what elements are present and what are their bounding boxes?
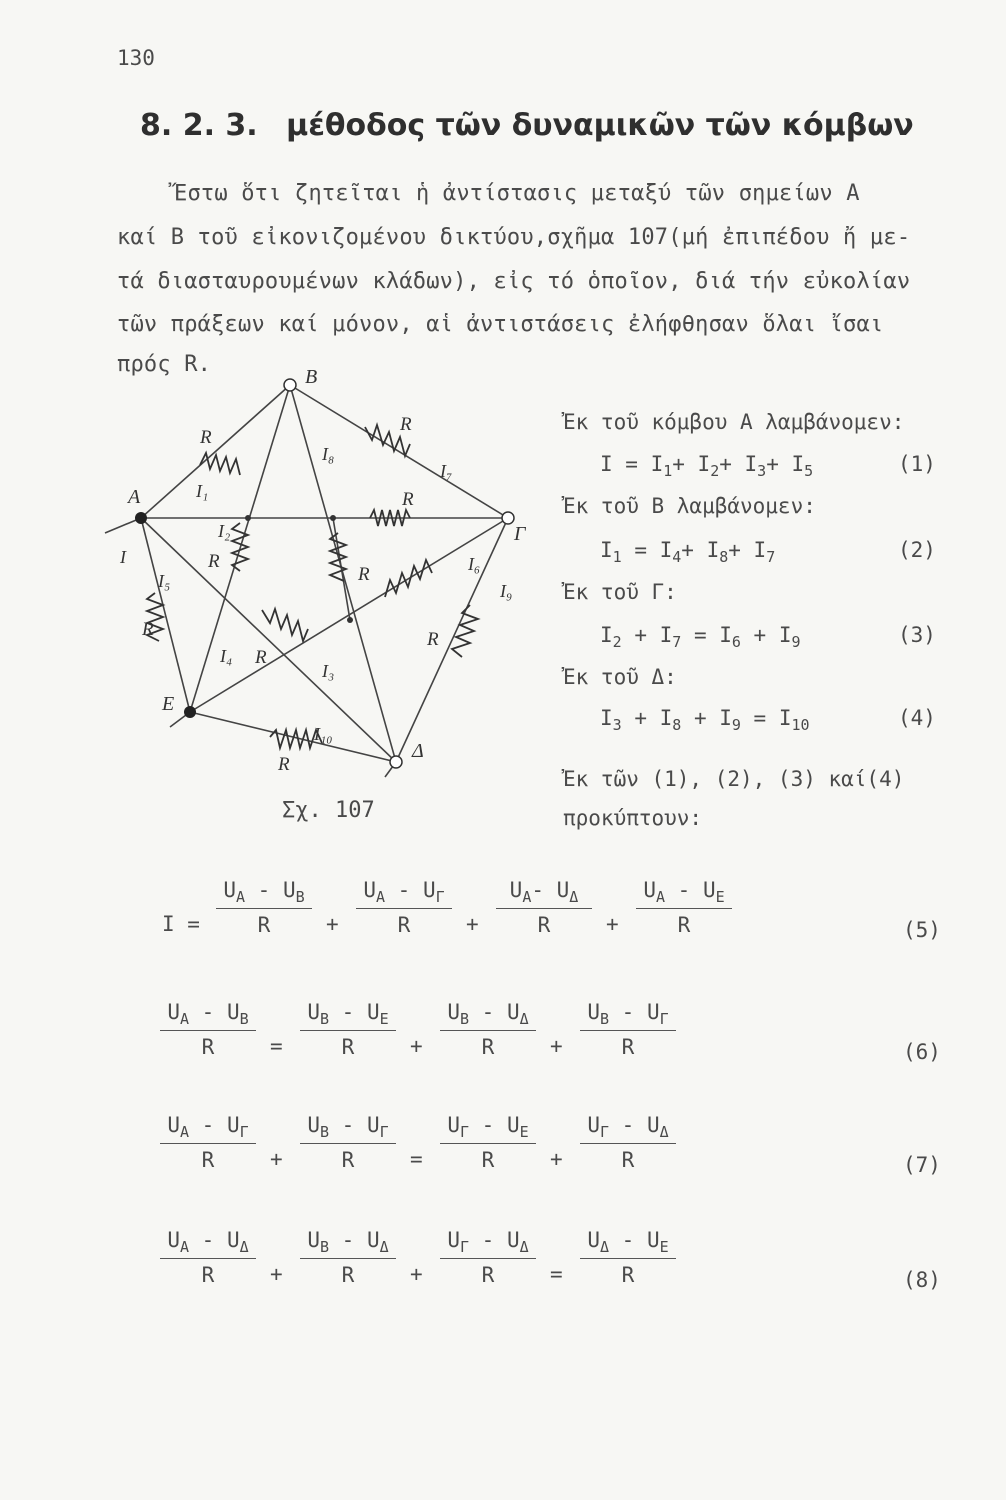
r-label-GD: R xyxy=(427,629,439,650)
intro-line-3: τά διασταυρουμένων κλάδων), εἰς τό ὁποῖον, διά τήν εὐκολίαν xyxy=(117,269,911,294)
equation-fraction xyxy=(578,1113,678,1172)
equation-operator: = xyxy=(550,1262,563,1286)
equation-fraction xyxy=(578,1000,678,1059)
node-eq-1-number: (1) xyxy=(898,452,936,476)
r-label-AD: R xyxy=(255,647,267,668)
r-label-AG: R xyxy=(402,489,414,510)
fraction-denominator: R xyxy=(481,1148,495,1172)
label-A: A xyxy=(128,486,141,508)
label-D: Δ xyxy=(412,740,424,762)
edge-A-B xyxy=(141,385,290,518)
equation-fraction xyxy=(298,1113,398,1172)
fraction-denominator: R xyxy=(537,913,551,937)
r-label-BG: R xyxy=(400,414,412,435)
junction-3 xyxy=(347,617,353,623)
equation-fraction xyxy=(354,878,454,937)
node-eq-1-intro: Ἐκ τοῦ κόμβου A λαμβάνομεν: xyxy=(563,410,905,434)
equation-fraction xyxy=(214,878,314,937)
network-diagram xyxy=(100,365,550,785)
equation-fraction xyxy=(438,1228,538,1287)
node-eq-3-intro: Ἐκ τοῦ Γ: xyxy=(563,580,677,604)
equation-fraction xyxy=(578,1228,678,1287)
fraction-denominator: R xyxy=(621,1035,635,1059)
resistor-AB xyxy=(200,453,240,475)
intro-line-2: καί B τοῦ εἰκονιζομένου δικτύου,σχῆμα 107(μή ἐπιπέδου ἤ με- xyxy=(117,225,911,250)
intro-line-5: πρός R. xyxy=(117,352,212,377)
junction-1 xyxy=(245,515,251,521)
equation-operator: + xyxy=(410,1262,423,1286)
current-I1: I₁ xyxy=(196,481,209,501)
equation-operator: = xyxy=(270,1034,283,1058)
section-number: 8. 2. 3. xyxy=(140,108,258,143)
node-eq-3: $I_2 + I_7 = I_6 + I_9$ xyxy=(600,623,801,652)
fraction-denominator: R xyxy=(481,1035,495,1059)
fraction-denominator: R xyxy=(201,1035,215,1059)
equation-operator: + xyxy=(270,1147,283,1171)
fraction-denominator: R xyxy=(621,1263,635,1287)
node-B xyxy=(284,379,296,391)
current-I5: I₅ xyxy=(158,571,171,591)
fraction-denominator: R xyxy=(341,1148,355,1172)
label-G: Γ xyxy=(514,523,526,545)
node-D xyxy=(390,756,402,768)
current-I7: I₇ xyxy=(440,461,453,481)
node-eq-4: $I_3 + I_8 + I_9 = I_{10}$ xyxy=(600,706,810,735)
equation-number: (8) xyxy=(903,1268,941,1292)
edge-E-A xyxy=(141,518,190,712)
fraction-numerator: $U_\Delta - U_E$ xyxy=(587,1228,669,1257)
fraction-numerator: $U_\Gamma - U_E$ xyxy=(447,1113,529,1142)
current-I3: I₃ xyxy=(322,661,335,681)
equation-operator: + xyxy=(270,1262,283,1286)
equation-fraction xyxy=(158,1228,258,1287)
current-I9: I₉ xyxy=(500,581,513,601)
resistor-AD xyxy=(262,609,308,641)
r-label-AB: R xyxy=(200,427,212,448)
equation-number: (6) xyxy=(903,1040,941,1064)
node-E xyxy=(184,706,196,718)
intro-line-4: τῶν πράξεων καί μόνον, αἱ ἀντιστάσεις ἐλήφθησαν ὅλαι ἴσαι xyxy=(117,312,884,337)
equation-fraction xyxy=(494,878,594,937)
intro-line-1: Ἔστω ὅτι ζητεῖται ἡ ἀντίστασις μεταξύ τῶν σημείων A xyxy=(174,181,860,206)
label-B: B xyxy=(305,366,318,388)
fraction-denominator: R xyxy=(201,1148,215,1172)
node-eq-2-number: (2) xyxy=(898,538,936,562)
current-I4: I₄ xyxy=(220,646,233,666)
equation-fraction xyxy=(438,1000,538,1059)
fraction-numerator: $U_A-$ $U_\Delta$ xyxy=(509,878,579,907)
fraction-numerator: $U_A - U_B$ xyxy=(167,1000,249,1029)
current-I2: I₂ xyxy=(218,521,231,541)
fraction-numerator: $U_\Gamma - U_\Delta$ xyxy=(587,1113,669,1142)
equation-fraction xyxy=(634,878,734,937)
node-G xyxy=(502,512,514,524)
equation-lhs: I = xyxy=(162,912,200,936)
section-title: μέθοδος τῶν δυναμικῶν τῶν κόμβων xyxy=(286,108,914,143)
equation-operator: + xyxy=(410,1034,423,1058)
fraction-numerator: $U_A - U_E$ xyxy=(643,878,725,907)
equation-fraction xyxy=(158,1113,258,1172)
fraction-numerator: $U_B - U_\Delta$ xyxy=(447,1000,529,1029)
equation-operator: + xyxy=(326,912,339,936)
equation-fraction xyxy=(298,1000,398,1059)
fraction-denominator: R xyxy=(341,1035,355,1059)
equation-number: (5) xyxy=(903,918,941,942)
r-label-AE: R xyxy=(142,619,154,640)
fraction-numerator: $U_A - U_\Gamma$ xyxy=(167,1113,249,1142)
fraction-numerator: $U_A - U_\Gamma$ xyxy=(363,878,445,907)
equation-number: (7) xyxy=(903,1153,941,1177)
page-number: 130 xyxy=(117,46,155,70)
edge-G-D xyxy=(396,518,508,762)
fraction-denominator: R xyxy=(677,913,691,937)
fraction-denominator: R xyxy=(397,913,411,937)
fraction-numerator: $U_B - U_\Gamma$ xyxy=(307,1113,389,1142)
node-eq-4-intro: Ἐκ τοῦ Δ: xyxy=(563,665,677,689)
equation-operator: + xyxy=(550,1034,563,1058)
equation-fraction xyxy=(298,1228,398,1287)
fraction-denominator: R xyxy=(257,913,271,937)
node-eq-1: $I = I_1+ I_2+ I_3+ I_5$ xyxy=(600,452,814,481)
figure-caption: Σχ. 107 xyxy=(282,798,375,823)
junction-2 xyxy=(330,515,336,521)
equation-operator: = xyxy=(410,1147,423,1171)
node-A xyxy=(135,512,147,524)
equation-operator: + xyxy=(466,912,479,936)
node-eq-3-number: (3) xyxy=(898,623,936,647)
fraction-denominator: R xyxy=(201,1263,215,1287)
node-eq-2: $I_1 = I_4+ I_8+ I_7$ xyxy=(600,538,776,567)
r-label-BE: R xyxy=(208,551,220,572)
fraction-numerator: $U_B - U_E$ xyxy=(307,1000,389,1029)
label-E: E xyxy=(162,693,175,715)
fraction-numerator: $U_A - U_B$ xyxy=(223,878,305,907)
fraction-denominator: R xyxy=(621,1148,635,1172)
equation-fraction xyxy=(158,1000,258,1059)
fraction-numerator: $U_B - U_\Gamma$ xyxy=(587,1000,669,1029)
current-I6: I₆ xyxy=(468,554,481,574)
current-I8: I₈ xyxy=(322,444,335,464)
fraction-numerator: $U_\Gamma - U_\Delta$ xyxy=(447,1228,529,1257)
node-eq-2-intro: Ἐκ τοῦ B λαμβάνομεν: xyxy=(563,494,816,518)
current-I10: I₁₀ xyxy=(314,724,333,744)
r-label-DE: R xyxy=(278,754,290,775)
equation-operator: + xyxy=(606,912,619,936)
section-heading xyxy=(140,108,914,143)
result-intro-line-1: Ἐκ τῶν (1), (2), (3) καί(4) xyxy=(563,767,905,791)
equation-fraction xyxy=(438,1113,538,1172)
equation-operator: + xyxy=(550,1147,563,1171)
node-eq-4-number: (4) xyxy=(898,706,936,730)
fraction-denominator: R xyxy=(481,1263,495,1287)
edge-A-D xyxy=(141,518,396,762)
result-intro-line-2: προκύπτουν: xyxy=(563,806,703,830)
current-I: I xyxy=(120,547,126,567)
fraction-denominator: R xyxy=(341,1263,355,1287)
fraction-numerator: $U_A - U_\Delta$ xyxy=(167,1228,249,1257)
fraction-numerator: $U_B - U_\Delta$ xyxy=(307,1228,389,1257)
r-label-inner: R xyxy=(358,564,370,585)
